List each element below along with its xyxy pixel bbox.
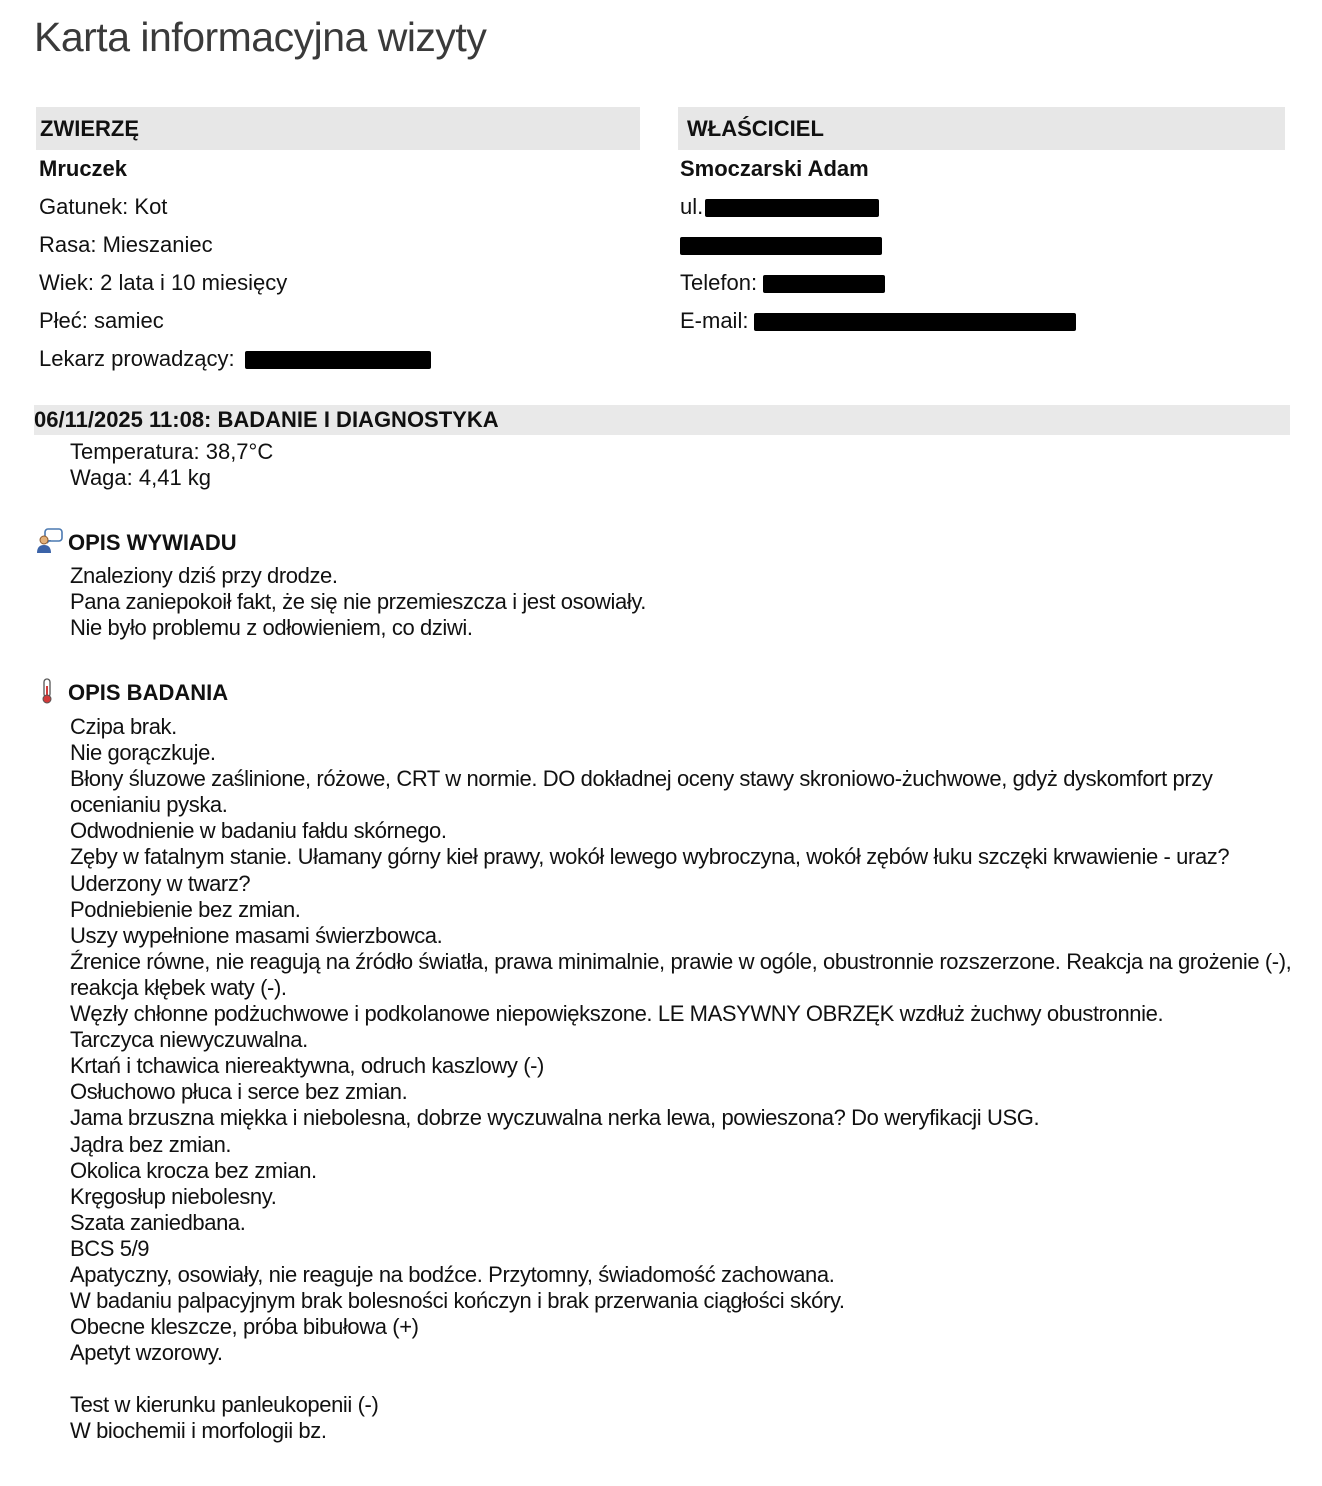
exam-line: Krtań i tchawica niereaktywna, odruch kaszlowy (-) [70,1053,544,1079]
email-redaction [754,313,1076,331]
animal-doctor [36,340,640,378]
exam-line: W badaniu palpacyjnym brak bolesności kończyn i brak przerwania ciągłości skóry. [70,1288,845,1314]
page-title: Karta informacyjna wizyty [34,14,487,60]
interview-text [70,563,1295,641]
exam-text [70,714,1295,1445]
animal-species: Gatunek: Kot [39,194,168,219]
exam-line: Nie gorączkuje. [70,740,216,766]
interview-title-row [36,528,237,558]
exam-line: Węzły chłonne podżuchwowe i podkolanowe niepowiększone. LE MASYWNY OBRZĘK wzdłuż żuchwy obustronnie. [70,1001,1164,1027]
test-line: Test w kierunku panleukopenii (-) [70,1392,379,1418]
exam-line: Szata zaniedbana. [70,1209,246,1235]
animal-section [36,107,640,378]
exam-line: Podniebienie bez zmian. [70,896,301,922]
temperature: Temperatura: 38,7°C [70,439,274,464]
owner-phone [678,264,1285,302]
city-redaction [680,237,882,255]
exam-line: Błony śluzowe zaślinione, różowe, CRT w normie. DO dokładnej oceny stawy skroniowo-żuchwowe, gdyż dyskomfort przy ocenianiu pyska. [70,766,1213,818]
doctor-label: Lekarz prowadzący: [39,346,235,371]
owner-city [678,226,1285,264]
exam-line: Apatyczny, osowiały, nie reaguje na bodźce. Przytomny, świadomość zachowana. [70,1261,835,1287]
exam-line: Jądra bez zmian. [70,1131,232,1157]
spacer [70,1366,1295,1392]
exam-line: Odwodnienie w badaniu fałdu skórnego. [70,818,447,844]
exam-title: OPIS BADANIA [68,680,229,705]
street-label: ul. [680,194,704,219]
animal-age: Wiek: 2 lata i 10 miesięcy [39,270,288,295]
doctor-name-redaction [245,351,431,369]
phone-redaction [763,275,885,293]
exam-line: BCS 5/9 [70,1235,150,1261]
thermometer-icon [36,678,64,704]
phone-label: Telefon: [680,270,758,295]
exam-line: Czipa brak. [70,714,177,739]
exam-line: Źrenice równe, nie reagują na źródło światła, prawa minimalnie, prawie w ogóle, obustronnie rozszerzone. Reakcja na grożenie (-), reakcja kłębek waty (-). [70,948,1292,1000]
exam-line: Obecne kleszcze, próba bibułowa (+) [70,1314,419,1340]
exam-line: Kręgosłup niebolesny. [70,1183,277,1209]
interview-line: Znaleziony dziś przy drodze. [70,563,338,588]
exam-line: Zęby w fatalnym stanie. Ułamany górny kieł prawy, wokół lewego wybroczyna, wokół zębów łuku szczęki krwawienie - uraz? Uderzony w twarz? [70,844,1230,896]
exam-line: Okolica krocza bez zmian. [70,1157,317,1183]
animal-header: ZWIERZĘ [36,107,640,150]
owner-email [678,302,1285,340]
exam-line: Apetyt wzorowy. [70,1340,223,1366]
exam-line: Uszy wypełnione masami świerzbowca. [70,922,443,948]
animal-sex: Płeć: samiec [39,308,164,333]
interview-title: OPIS WYWIADU [68,530,237,555]
test-line: W biochemii i morfologii bz. [70,1418,327,1444]
exam-line: Osłuchowo płuca i serce bez zmian. [70,1079,408,1105]
exam-title-row [36,678,228,708]
exam-line: Tarczyca niewyczuwalna. [70,1027,308,1053]
email-label: E-mail: [680,308,749,333]
animal-breed: Rasa: Mieszaniec [39,232,213,257]
exam-line: Jama brzuszna miękka i niebolesna, dobrze wyczuwalna nerka lewa, powieszona? Do weryfikacji USG. [70,1105,1040,1131]
interview-line: Nie było problemu z odłowieniem, co dziwi. [70,615,473,641]
street-redaction [705,199,879,217]
interview-line: Pana zaniepokoił fakt, że się nie przemieszcza i jest osowiały. [70,589,647,615]
weight: Waga: 4,41 kg [70,465,212,490]
owner-name: Smoczarski Adam [680,156,869,181]
owner-header: WŁAŚCICIEL [678,107,1285,150]
vitals-block [70,439,273,491]
visit-header: 06/11/2025 11:08: BADANIE I DIAGNOSTYKA [34,405,1290,435]
owner-street [678,188,1285,226]
owner-section [678,107,1285,340]
animal-name: Mruczek [39,156,128,181]
interview-person-icon [36,528,64,554]
